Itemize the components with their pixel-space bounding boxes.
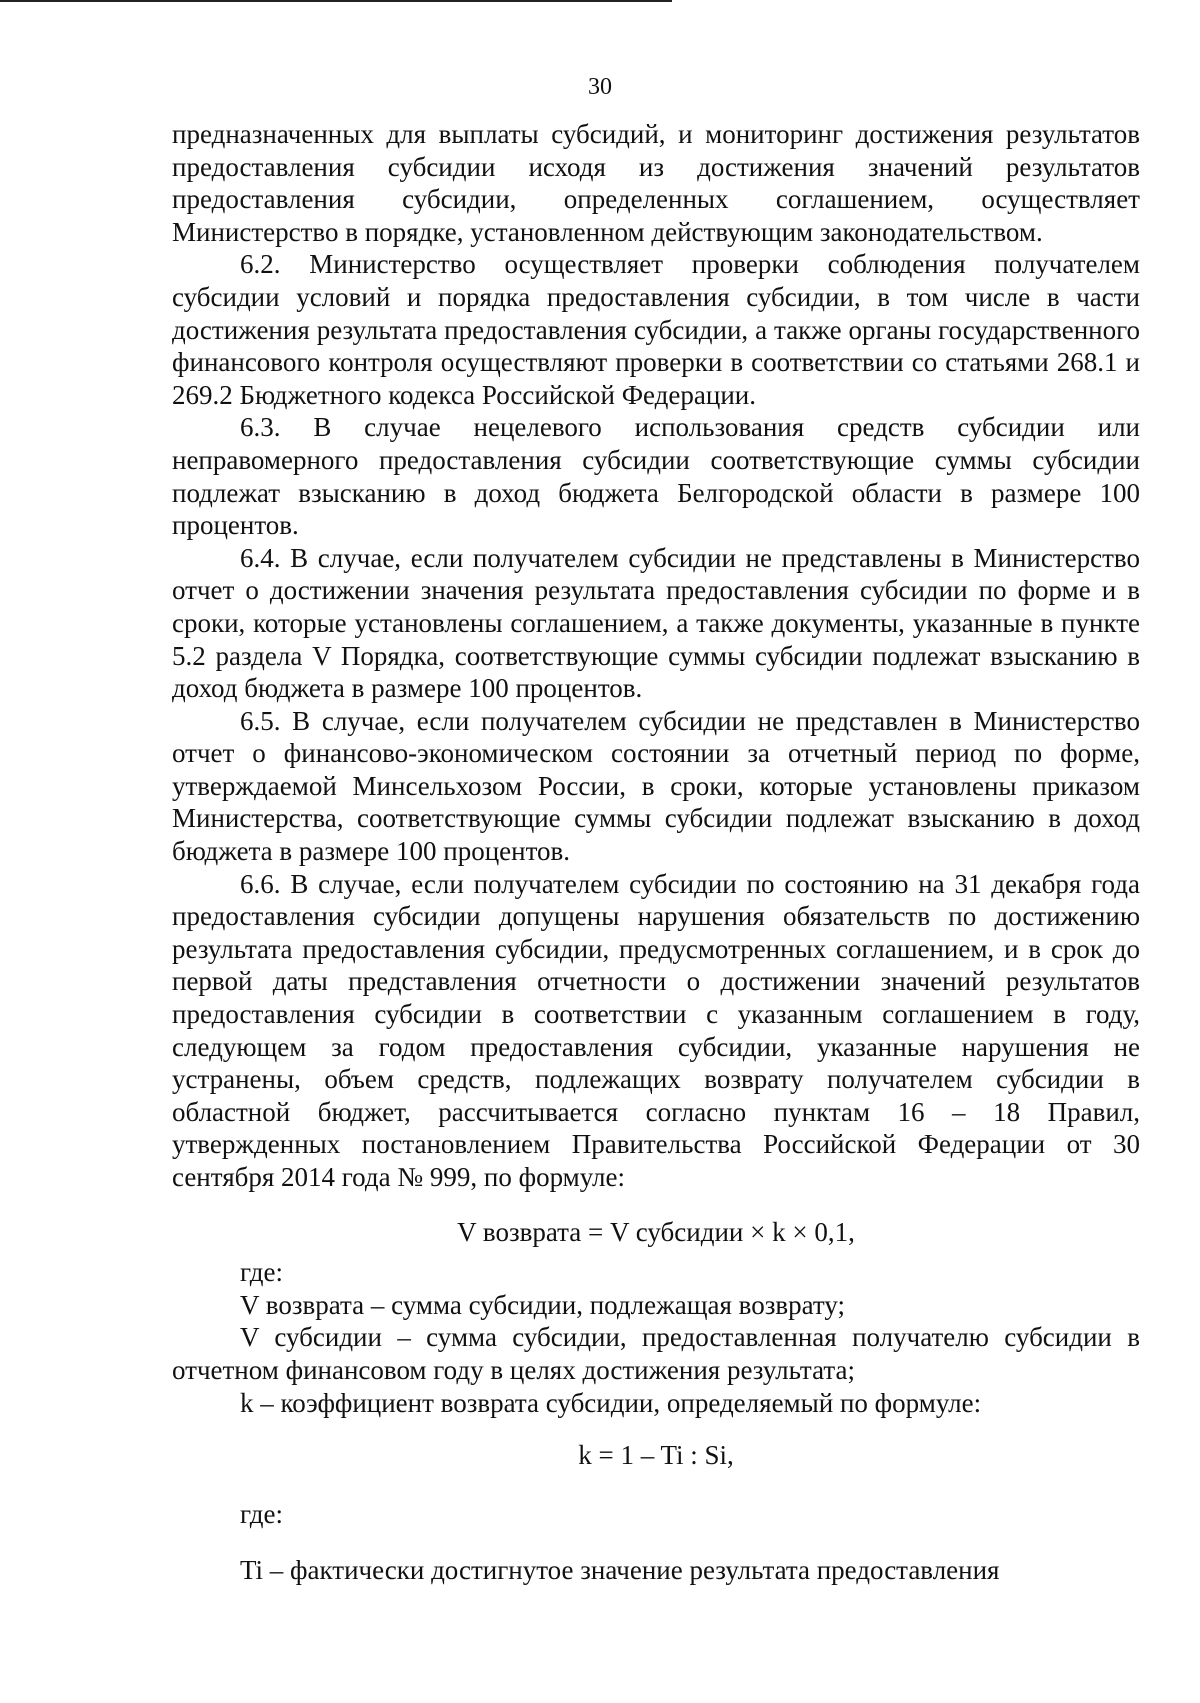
formula-k: k = 1 – Ti : Si, xyxy=(578,1440,734,1471)
paragraph-6-3: 6.3. В случае нецелевого использования средств субсидии или неправомерного предоставления субсидии соответствующие суммы субсидии подлежат взысканию в доход бюджета Белгородской области в размере 100 процентов. xyxy=(172,412,1140,541)
document-body xyxy=(172,118,1140,1587)
paragraph-6-6: 6.6. В случае, если получателем субсидии по состоянию на 31 декабря года предоставления субсидии допущены нарушения обязательств по достижению результата предоставления субсидии, предусмотренных соглашением, и в срок до первой даты представления отчетности о достижении значений результатов предоставления субсидии в соответствии с указанным соглашением в году, следующем за годом предоставления субсидии, указанные нарушения не устранены, объем средств, подлежащих возврату получателем субсидии в областной бюджет, рассчитывается согласно пунктам 16 – 18 Правил, утвержденных постановлением Правительства Российской Федерации от 30 сентября 2014 года № 999, по формуле: xyxy=(172,868,1140,1192)
top-border-line xyxy=(0,0,672,2)
page-number: 30 xyxy=(588,74,612,100)
paragraph-6-2: 6.2. Министерство осуществляет проверки соблюдения получателем субсидии условий и порядка предоставления субсидии, в том числе в части достижения результата предоставления субсидии, а также органы государственного финансового контроля осуществляют проверки в соответствии со статьями 268.1 и 269.2 Бюджетного кодекса Российской Федерации. xyxy=(172,249,1140,410)
definition-v-return: V возврата – сумма субсидии, подлежащая возврату; xyxy=(240,1289,846,1320)
paragraph-6-5: 6.5. В случае, если получателем субсидии не представлен в Министерство отчет о финансово-экономическом состоянии за отчетный период по форме, утверждаемой Минсельхозом России, в сроки, которые установлены приказом Министерства, соответствующие суммы субсидии подлежат взысканию в доход бюджета в размере 100 процентов. xyxy=(172,705,1140,867)
where-label: где: xyxy=(240,1498,283,1529)
paragraph-6-4: 6.4. В случае, если получателем субсидии не представлены в Министерство отчет о достижении значения результата предоставления субсидии по форме и в сроки, которые установлены соглашением, а также документы, указанные в пункте 5.2 раздела V Порядка, соответствующие суммы субсидии подлежат взысканию в доход бюджета в размере 100 процентов. xyxy=(172,542,1140,704)
definition-ti: Ti – фактически достигнутое значение результата предоставления xyxy=(240,1555,1000,1586)
where-label: где: xyxy=(240,1257,283,1288)
definition-v-subsidy: V субсидии – сумма субсидии, предоставленная получателю субсидии в отчетном финансовом году в целях достижения результата; xyxy=(172,1322,1140,1385)
paragraph-continuation: предназначенных для выплаты субсидий, и мониторинг достижения результатов предоставления субсидии исходя из достижения значений результатов предоставления субсидии, определенных соглашением, осуществляет Министерство в порядке, установленном действующим законодательством. xyxy=(172,119,1140,247)
definition-k: k – коэффициент возврата субсидии, определяемый по формуле: xyxy=(240,1387,982,1418)
formula-return-volume: V возврата = V субсидии × k × 0,1, xyxy=(457,1216,855,1247)
